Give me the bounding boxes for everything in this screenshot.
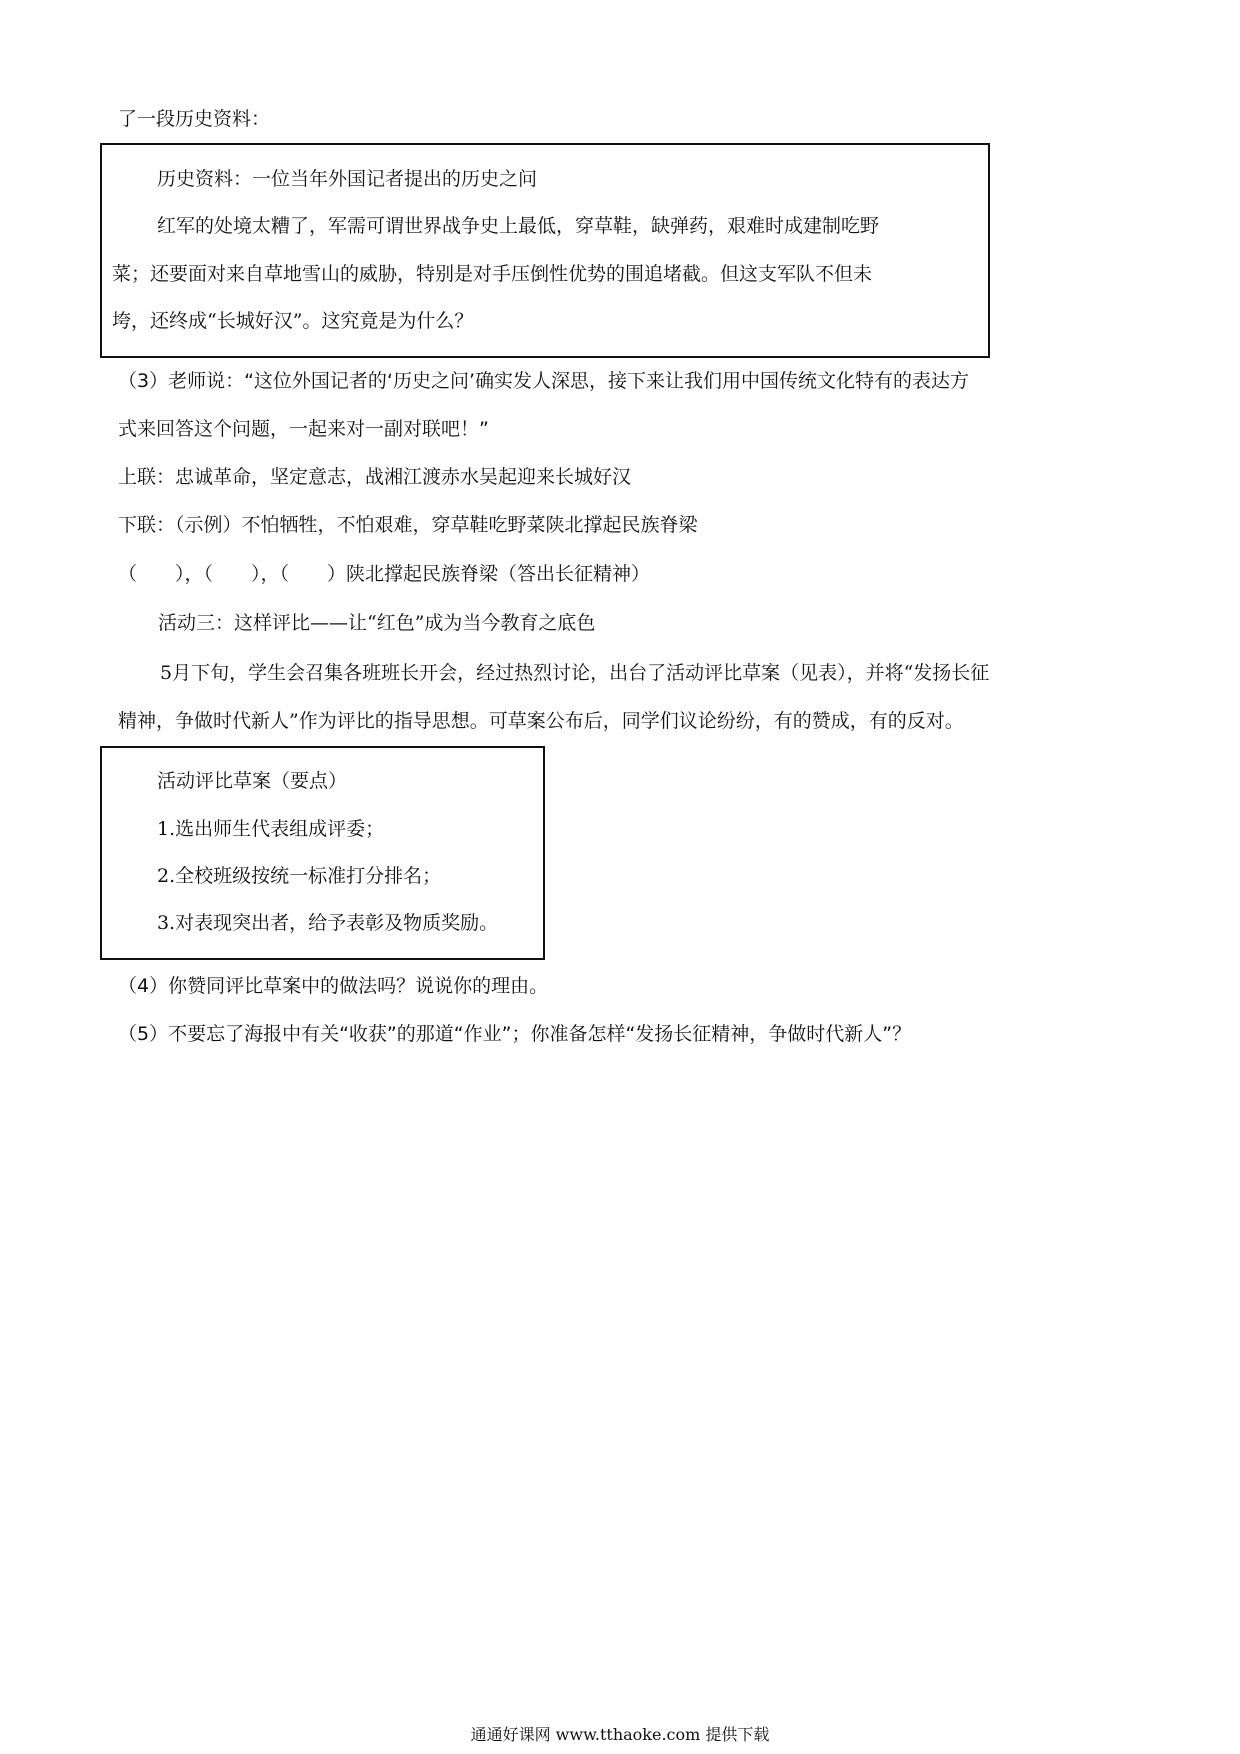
draft-box-item: 3.对表现突出者，给予表彰及物质奖励。 xyxy=(157,912,499,934)
couplet-lower-example: 下联：（示例）不怕牺牲，不怕艰难，穿草鞋吃野菜陕北撑起民族脊梁 xyxy=(118,514,698,536)
draft-plan-box xyxy=(100,746,545,960)
activity-3-paragraph-line-1: 5月下旬，学生会召集各班班长开会，经过热烈讨论，出台了活动评比草案（见表），并将“发扬长征 xyxy=(160,662,990,684)
question-3-line-1: （3）老师说：“这位外国记者的‘历史之问’确实发人深思，接下来让我们用中国传统文化特有的表达方 xyxy=(118,370,970,392)
history-box-line: 垮，还终成“长城好汉”。这究竟是为什么？ xyxy=(112,310,474,332)
couplet-answer-line: （ ），（ ），（ ）陕北撑起民族脊梁（答出长征精神） xyxy=(118,563,651,585)
history-box-line: 菜；还要面对来自草地雪山的威胁，特别是对手压倒性优势的围追堵截。但这支军队不但未 xyxy=(112,263,873,285)
draft-box-item: 1.选出师生代表组成评委； xyxy=(157,818,385,840)
question-3-line-2: 式来回答这个问题，一起来对一副对联吧！” xyxy=(118,418,489,440)
question-5: （5）不要忘了海报中有关“收获”的那道“作业”；你准备怎样“发扬长征精神，争做时代新人”？ xyxy=(118,1023,912,1045)
history-box-line: 红军的处境太糟了，军需可谓世界战争史上最低，穿草鞋，缺弹药，艰难时成建制吃野 xyxy=(157,215,880,237)
history-box-heading: 历史资料：一位当年外国记者提出的历史之问 xyxy=(157,168,538,190)
draft-box-item: 2.全校班级按统一标准打分排名； xyxy=(157,865,442,887)
intro-tail: 了一段历史资料： xyxy=(118,108,271,130)
question-4: （4）你赞同评比草案中的做法吗？说说你的理由。 xyxy=(118,975,549,997)
footer-credit: 通通好课网 www.tthaoke.com 提供下载 xyxy=(470,1725,770,1744)
couplet-upper: 上联：忠诚革命，坚定意志，战湘江渡赤水吴起迎来长城好汉 xyxy=(118,466,632,488)
activity-3-title: 活动三：这样评比——让“红色”成为当今教育之底色 xyxy=(158,612,596,634)
activity-3-paragraph-line-2: 精神，争做时代新人”作为评比的指导思想。可草案公布后，同学们议论纷纷，有的赞成，有的反对。 xyxy=(118,710,964,732)
history-source-box xyxy=(100,143,990,358)
draft-box-title: 活动评比草案（要点） xyxy=(157,770,348,792)
